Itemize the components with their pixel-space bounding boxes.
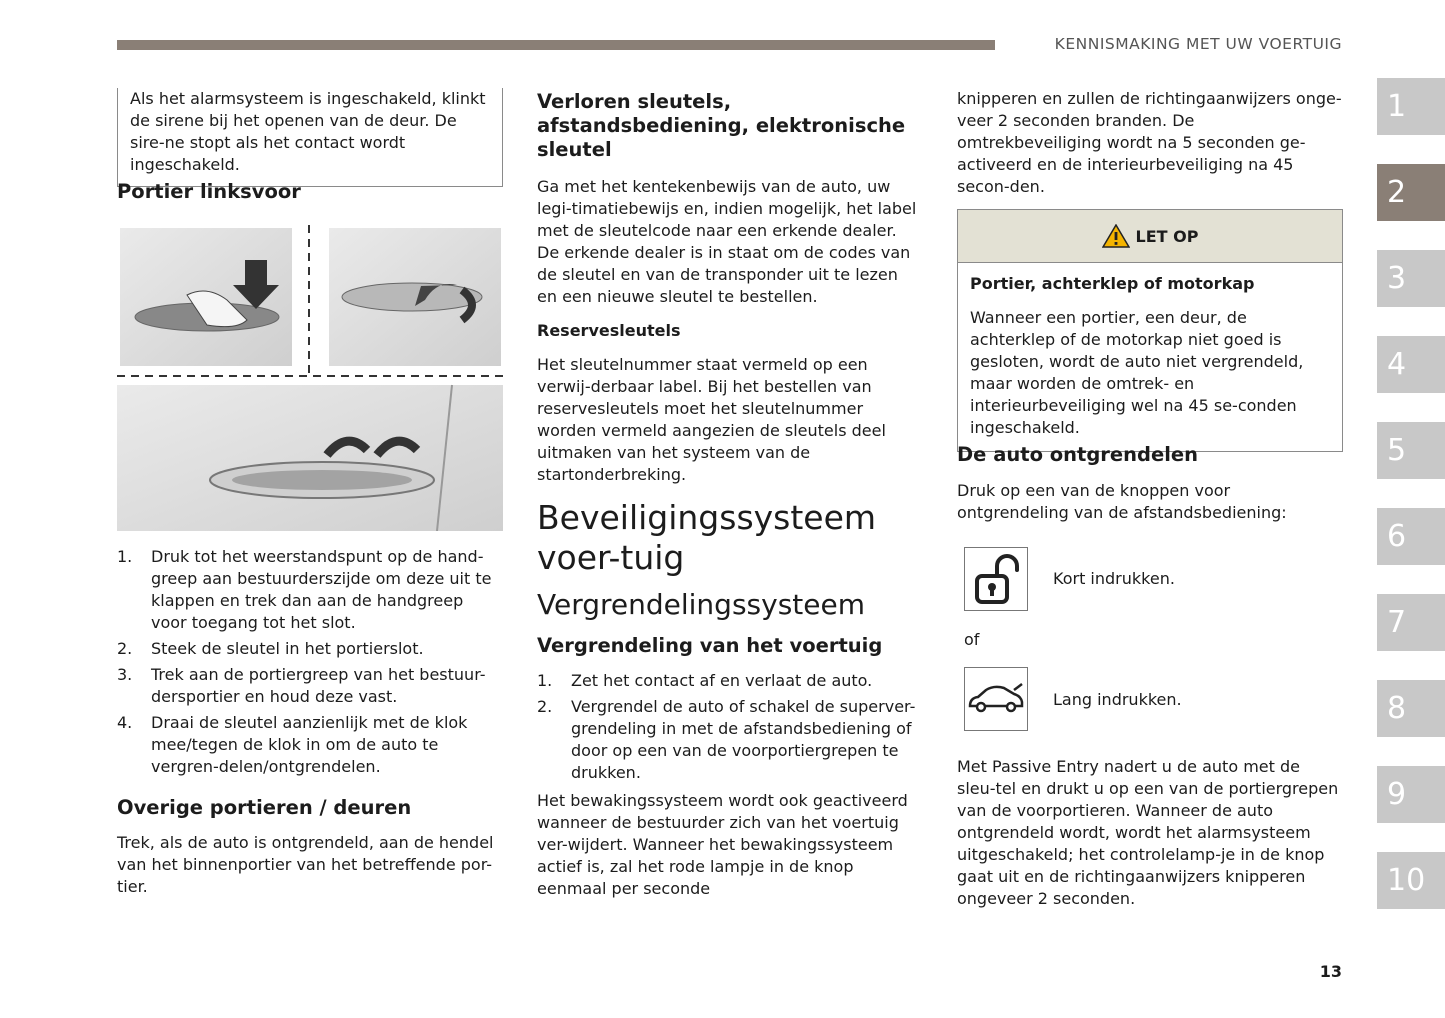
list-item: 1. Druk tot het weerstandspunt op de hand-greep aan bestuurderszijde om deze uit te klappen en trek dan aan de handgreep voor toegang tot het slot. <box>117 547 492 632</box>
heading-verloren-sleutels: Verloren sleutels, afstandsbediening, elektronische sleutel <box>537 90 906 161</box>
note-subtitle: Portier, achterklep of motorkap <box>970 274 1255 293</box>
section-title: KENNISMAKING MET UW VOERTUIG <box>1054 35 1342 53</box>
passive-entry-text: Met Passive Entry nadert u de auto met de sleu-tel en drukt u op een van de portiergrepen van de voorportieren. Wanneer de auto ontgrendeld wordt, wordt het alarmsysteem uitgeschakeld; het controlelamp-je in de knop gaat uit en de richtingaanwijzers knipperen ongeveer 2 seconden. <box>957 757 1339 908</box>
column-3 <box>957 88 1343 198</box>
heading-overige-portieren: Overige portieren / deuren <box>117 796 412 819</box>
tab-chapter-9[interactable]: 9 <box>1377 766 1445 823</box>
car-trunk-icon <box>967 682 1025 716</box>
tab-chapter-10[interactable]: 10 <box>1377 852 1445 909</box>
door-handle-illustration <box>117 225 503 531</box>
tab-chapter-1[interactable]: 1 <box>1377 78 1445 135</box>
tab-chapter-3[interactable]: 3 <box>1377 250 1445 307</box>
steps-list-vergrendeling <box>537 670 922 784</box>
list-item: 1. Zet het contact af en verlaat de auto. <box>537 671 873 690</box>
btn1-label: Kort indrukken. <box>1053 569 1175 588</box>
column-1-lower <box>117 546 503 898</box>
overige-text: Trek, als de auto is ontgrendeld, aan de hendel van het binnenportier van het betreffende por-tier. <box>117 833 494 896</box>
heading-vergrendelingssysteem: Vergrendelingssysteem <box>537 588 865 621</box>
trunk-button-icon-box <box>964 667 1028 731</box>
heading-portier-linksvoor: Portier linksvoor <box>117 180 301 203</box>
btn2-label: Lang indrukken. <box>1053 690 1182 709</box>
of-text: of <box>964 630 980 649</box>
tab-chapter-2[interactable]: 2 <box>1377 164 1445 221</box>
list-item: 4. Draai de sleutel aanzienlijk met de klok mee/tegen de klok in om de auto te vergren-delen/ontgrendelen. <box>117 713 468 776</box>
let-op-note <box>957 209 1343 452</box>
steps-list-portier <box>117 546 503 778</box>
unlock-icon <box>973 552 1019 606</box>
list-item: 3. Trek aan de portiergreep van het bestuur-dersportier en houd deze vast. <box>117 665 486 706</box>
note-header <box>958 210 1342 263</box>
tab-chapter-7[interactable]: 7 <box>1377 594 1445 651</box>
alarm-info-text: Als het alarmsysteem is ingeschakeld, klinkt de sirene bij het openen van de deur. De sire-ne stopt als het contact wordt ingeschakeld. <box>130 89 486 174</box>
heading-reservesleutels: Reservesleutels <box>537 321 681 340</box>
tab-chapter-5[interactable]: 5 <box>1377 422 1445 479</box>
heading-vergrendeling-voertuig: Vergrendeling van het voertuig <box>537 634 883 657</box>
tab-chapter-6[interactable]: 6 <box>1377 508 1445 565</box>
warning-triangle-icon <box>1102 224 1130 248</box>
heading-ontgrendelen: De auto ontgrendelen <box>957 443 1199 466</box>
note-text: Wanneer een portier, een deur, de achterklep of de motorkap niet goed is gesloten, wordt de auto niet vergrendeld, maar worden de omtrek- en interieurbeveiliging wel na 45 se-conden ingeschakeld. <box>970 308 1304 437</box>
list-item: 2. Steek de sleutel in het portierslot. <box>117 639 424 658</box>
heading-beveiligingssysteem: Beveiligingssysteem voer-tuig <box>537 498 877 577</box>
continued-text: knipperen en zullen de richtingaanwijzers onge-veer 2 seconden branden. De omtrekbeveiliging wordt na 5 seconden ge-activeerd en de interieurbeveiliging na 45 secon-den. <box>957 89 1342 196</box>
reserve-text: Het sleutelnummer staat vermeld op een verwij-derbaar label. Bij het bestellen van reservesleutels moet het sleutelnummer worden vermeld aangezien de sleutels deel uitmaken van het systeem van de startonderbreking. <box>537 355 886 484</box>
tab-chapter-8[interactable]: 8 <box>1377 680 1445 737</box>
bewaking-text: Het bewakingssysteem wordt ook geactiveerd wanneer de bestuurder zich van het voertuig ver-wijdert. Wanneer het bewakingssysteem actief is, zal het rode lampje in de knop eenmaal per seconde <box>537 791 908 898</box>
alarm-info-box <box>117 88 503 187</box>
druk-text: Druk op een van de knoppen voor ontgrendeling van de afstandsbediening: <box>957 481 1287 522</box>
note-body <box>958 263 1342 451</box>
header-rule <box>117 40 995 50</box>
verloren-text: Ga met het kentekenbewijs van de auto, uw legi-timatiebewijs en, indien mogelijk, het label met de sleutelcode naar een erkende dealer. De erkende dealer is in staat om de codes van de sleutel en van de transponder uit te lezen en een nieuwe sleutel te bestellen. <box>537 177 917 306</box>
note-title: LET OP <box>1135 226 1199 246</box>
tab-chapter-4[interactable]: 4 <box>1377 336 1445 393</box>
page-number: 13 <box>1319 962 1342 981</box>
column-2 <box>537 90 922 900</box>
list-item: 2. Vergrendel de auto of schakel de superver-grendeling in met de afstandsbediening of door op een van de voorportiergrepen te drukken. <box>537 697 916 782</box>
unlock-button-icon-box <box>964 547 1028 611</box>
